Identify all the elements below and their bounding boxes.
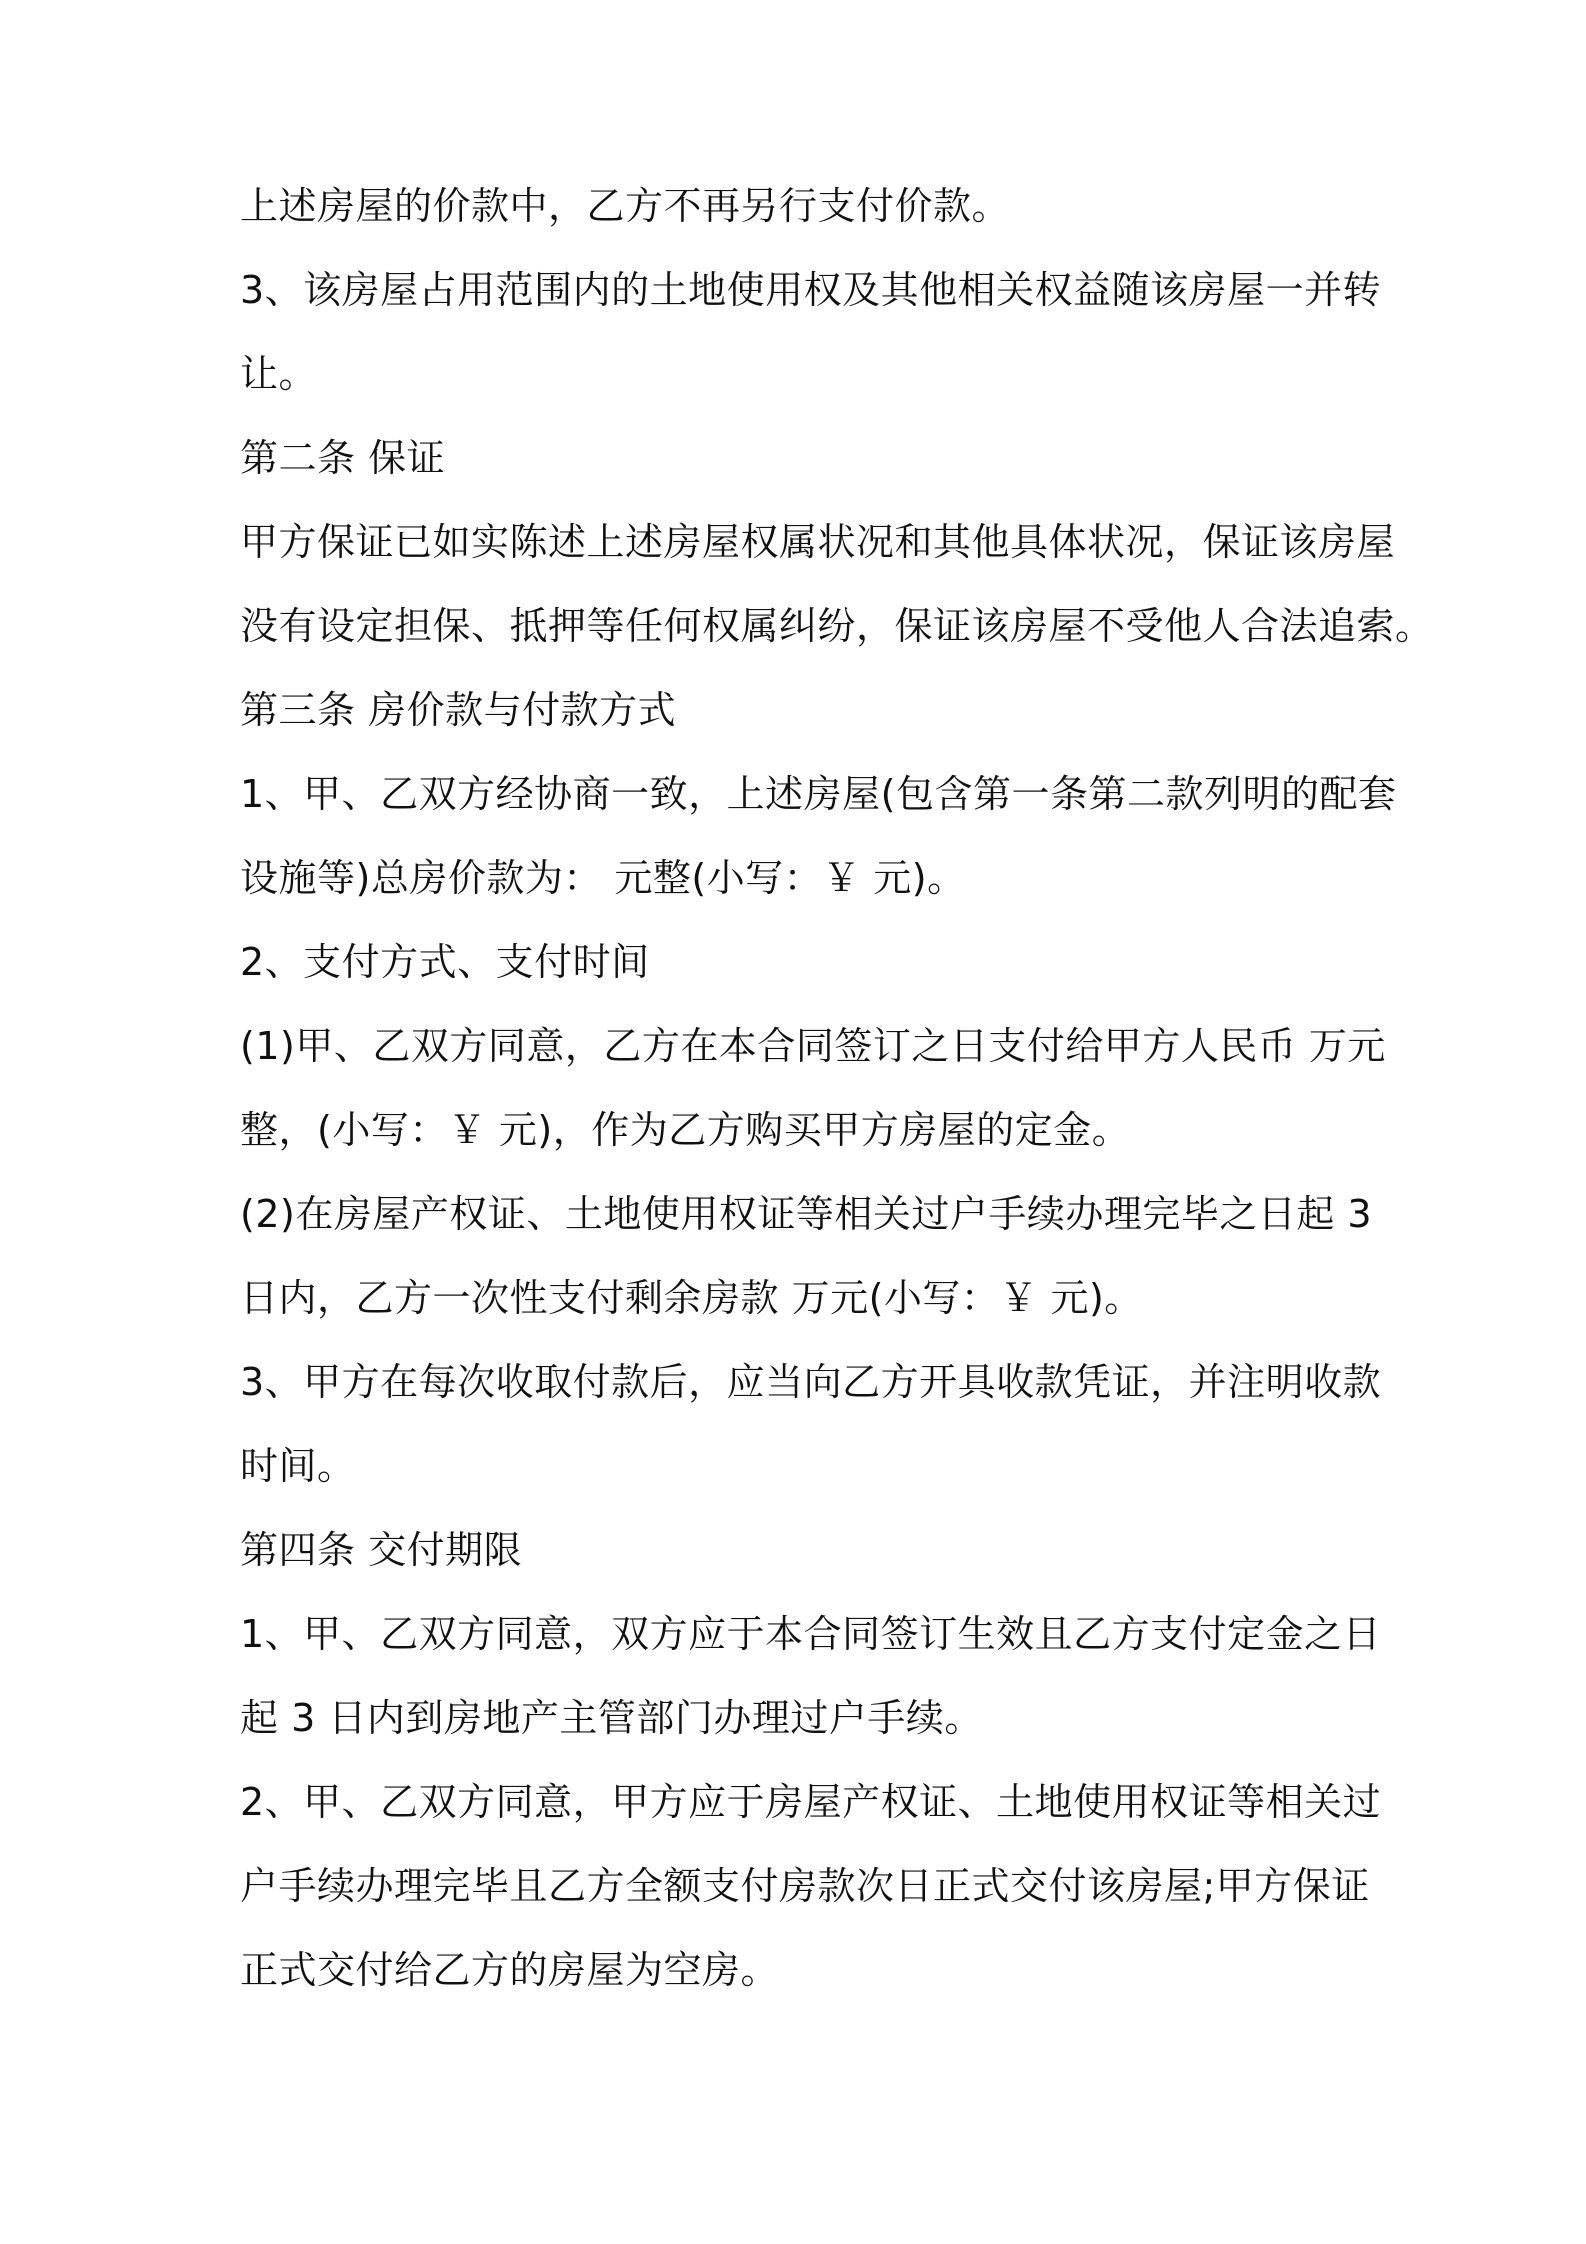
paragraph-deposit: [240, 1004, 1386, 1172]
paragraph-delivery: [240, 1760, 1382, 2012]
text-line: 甲方保证已如实陈述上述房屋权属状况和其他具体状况，保证该房屋: [240, 520, 1396, 564]
text-line: 2、支付方式、支付时间: [240, 940, 650, 984]
text-line: 1、甲、乙双方同意，双方应于本合同签订生效且乙方支付定金之日: [240, 1612, 1382, 1656]
paragraph-balance: [240, 1172, 1373, 1340]
text-line: 3、甲方在每次收取付款后，应当向乙方开具收款凭证，并注明收款: [240, 1360, 1382, 1404]
paragraph-land-rights: [240, 248, 1382, 416]
contract-page: [240, 164, 1434, 2012]
text-line: 3、该房屋占用范围内的土地使用权及其他相关权益随该房屋一并转: [240, 268, 1382, 312]
text-line: 起 3 日内到房地产主管部门办理过户手续。: [240, 1696, 983, 1740]
text-line: 上述房屋的价款中，乙方不再另行支付价款。: [240, 184, 1011, 228]
paragraph-payment-method: [240, 920, 1350, 1004]
text-line: 让。: [240, 352, 318, 396]
text-line: 设施等)总房价款为： 元整(小写：￥ 元)。: [240, 856, 966, 900]
section-heading: 第三条 房价款与付款方式: [240, 688, 677, 732]
text-line: 1、甲、乙双方经协商一致，上述房屋(包含第一条第二款列明的配套: [240, 772, 1397, 816]
text-line: 整，(小写：￥ 元)，作为乙方购买甲方房屋的定金。: [240, 1108, 1131, 1152]
heading-article-4: [240, 1508, 1350, 1592]
text-line: 日内，乙方一次性支付剩余房款 万元(小写：￥ 元)。: [240, 1276, 1143, 1320]
paragraph-guarantee: [240, 500, 1434, 668]
paragraph-price-included: [240, 164, 1350, 248]
text-line: (2)在房屋产权证、土地使用权证等相关过户手续办理完毕之日起 3: [240, 1192, 1373, 1236]
text-line: 户手续办理完毕且乙方全额支付房款次日正式交付该房屋;甲方保证: [240, 1864, 1370, 1908]
section-heading: 第四条 交付期限: [240, 1528, 523, 1572]
text-line: 正式交付给乙方的房屋为空房。: [240, 1948, 780, 1992]
paragraph-total-price: [240, 752, 1397, 920]
heading-article-3: [240, 668, 1350, 752]
section-heading: 第二条 保证: [240, 436, 446, 480]
text-line: 时间。: [240, 1444, 356, 1488]
text-line: 没有设定担保、抵押等任何权属纠纷，保证该房屋不受他人合法追索。: [240, 604, 1434, 648]
text-line: (1)甲、乙双方同意，乙方在本合同签订之日支付给甲方人民币 万元: [240, 1024, 1386, 1068]
paragraph-receipt: [240, 1340, 1382, 1508]
paragraph-transfer-procedure: [240, 1592, 1382, 1760]
text-line: 2、甲、乙双方同意，甲方应于房屋产权证、土地使用权证等相关过: [240, 1780, 1382, 1824]
heading-article-2: [240, 416, 1350, 500]
